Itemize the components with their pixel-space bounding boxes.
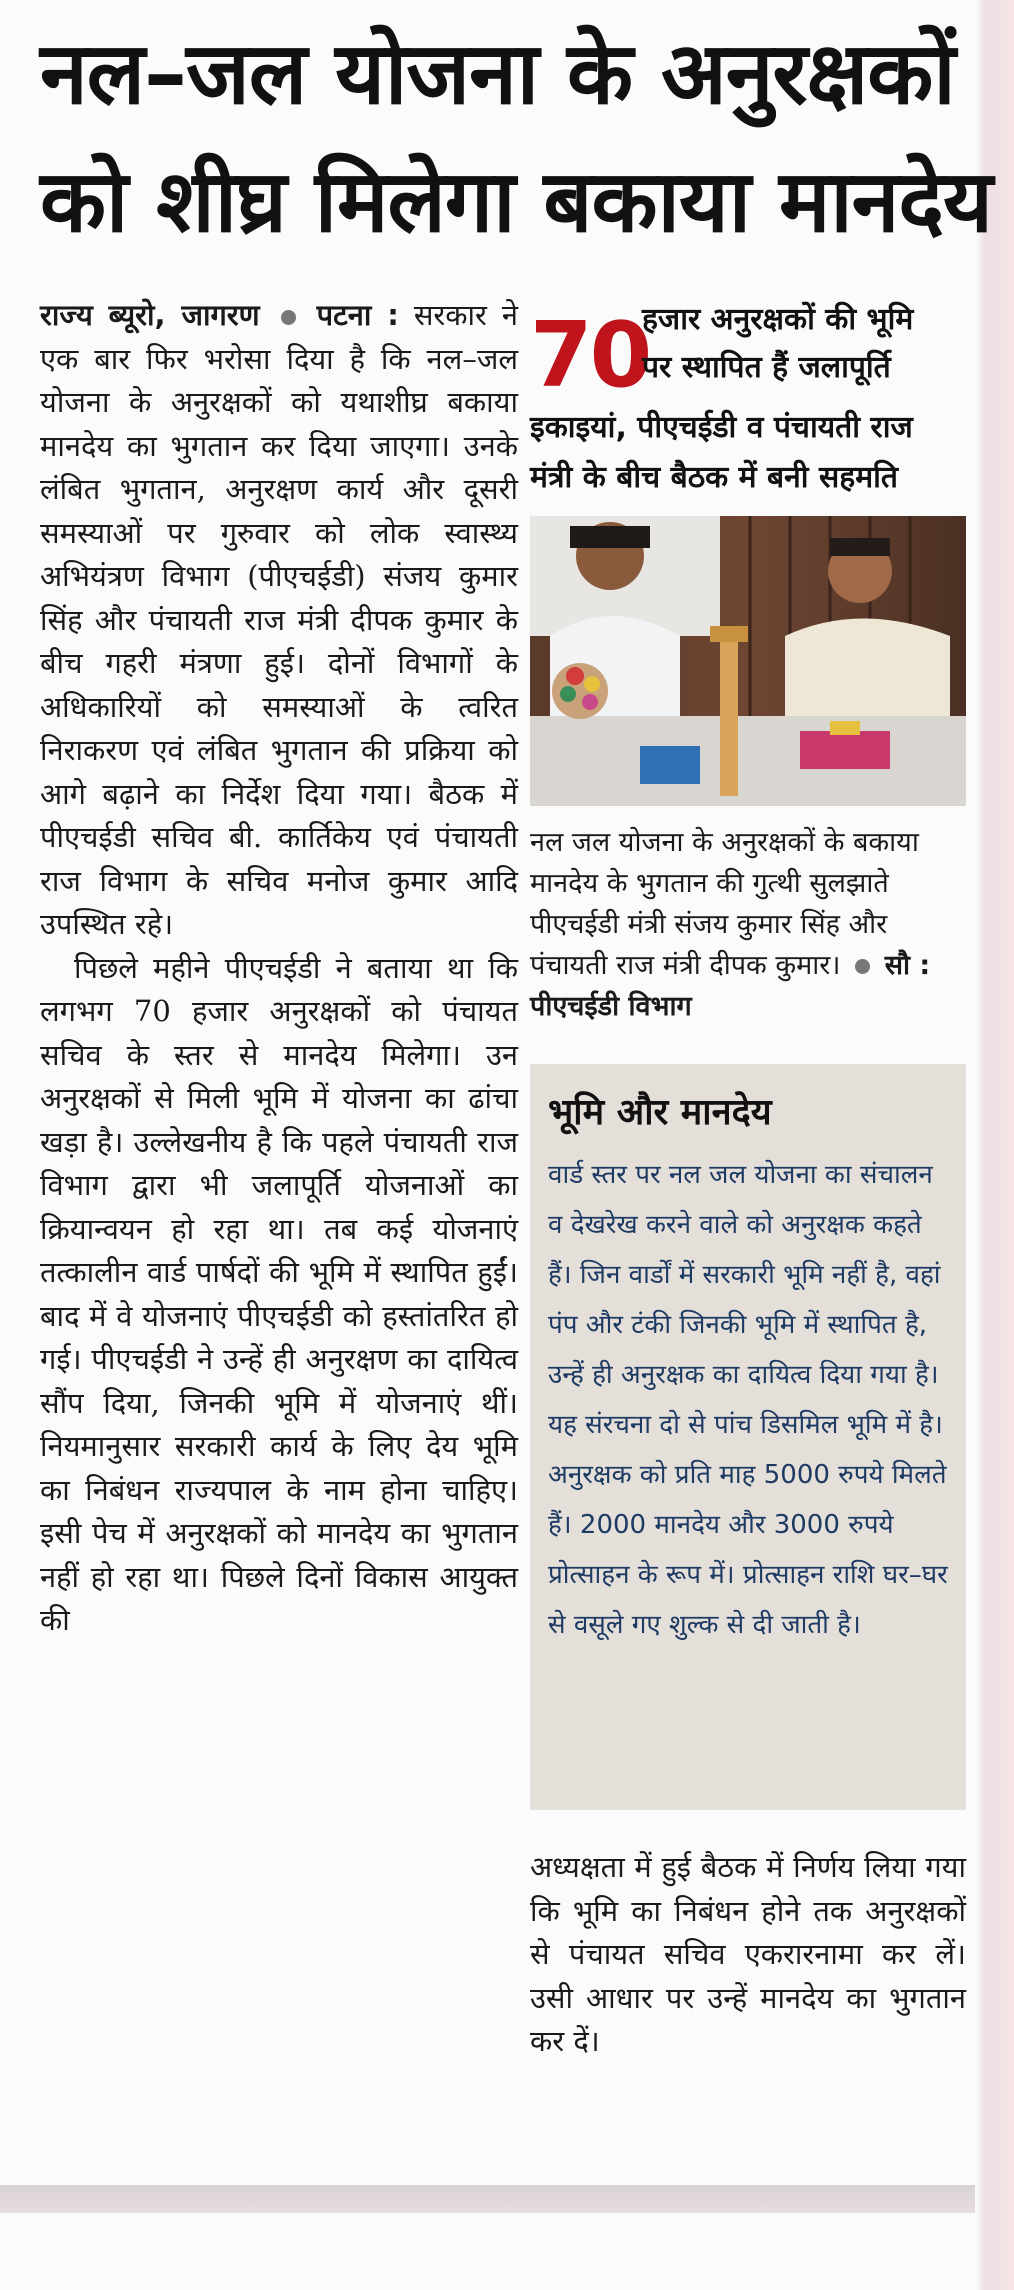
article-paragraph-3: अध्यक्षता में हुई बैठक में निर्णय लिया गया कि भूमि का निबंधन होने तक अनुरक्षकों से पंचायत सचिव एकरारनामा कर लें। उसी आधार पर उन्हें मानदेय का भुगतान कर दें। — [530, 1850, 966, 2058]
dateline-location: पटना : — [316, 298, 399, 332]
highlight-line-4: मंत्री के बीच बैठक में बनी सहमति — [530, 460, 899, 495]
meeting-photo-illustration — [530, 516, 966, 806]
article-paragraph-2: पिछले महीने पीएचईडी ने बताया था कि लगभग 70 हजार अनुरक्षकों को पंचायत सचिव के स्तर से मानदेय मिलेगा। उन अनुरक्षकों से मिली भूमि में योजना का ढांचा खड़ा है। उल्लेखनीय है कि पहले पंचायती राज विभाग द्वारा भी जलापूर्ति योजनाओं का क्रियान्वयन हो रहा था। तब कई योजनाएं तत्कालीन वार्ड पार्षदों की भूमि में स्थापित हुईं। बाद में वे योजनाएं पीएचईडी को हस्तांतरित हो गई। पीएचईडी ने उन्हें ही अनुरक्षण का दायित्व सौंप दिया, जिनकी भूमि में योजनाएं थीं। नियमानुसार सरकारी कार्य के लिए देय भूमि का निबंधन राज्यपाल के नाम होना चाहिए। इसी पेच में अनुरक्षकों को मानदेय का भुगतान नहीं हो रहा था। पिछले दिनों विकास आयुक्त की — [40, 950, 518, 1637]
bullet-icon — [855, 959, 870, 974]
meeting-photo — [530, 516, 966, 806]
sidebar-body: वार्ड स्तर पर नल जल योजना का संचालन व देखरेख करने वाले को अनुरक्षक कहते हैं। जिन वार्डों में सरकारी भूमि नहीं है, वहां पंप और टंकी जिनकी भूमि में स्थापित है, उन्हें ही अनुरक्षक का दायित्व दिया गया है। यह संरचना दो से पांच डिसमिल भूमि में है। अनुरक्षक को प्रति माह 5000 रुपये मिलते हैं। 2000 मानदेय और 3000 रुपये प्रोत्साहन के रूप में। प्रोत्साहन राशि घर–घर से वसूले गए शुल्क से दी जाती है। — [548, 1160, 948, 1640]
page-bottom-edge — [0, 2185, 975, 2213]
article-paragraph-1 — [40, 294, 518, 947]
article-right-column — [530, 294, 970, 2058]
highlight-line-3: इकाइयां, पीएचईडी व पंचायती राज — [530, 410, 913, 445]
bullet-icon — [281, 310, 296, 325]
sidebar-title: भूमि और मानदेय — [548, 1092, 772, 1133]
highlight-box — [530, 294, 970, 510]
highlight-line-2: पर स्थापित हैं जलापूर्ति — [642, 350, 891, 385]
highlight-number: 70 — [530, 303, 650, 408]
headline-line-1: नल–जल योजना के अनुरक्षकों — [40, 24, 955, 124]
sidebar-box — [530, 1064, 966, 1810]
headline-line-2: को शीघ्र मिलेगा बकाया मानदेय — [40, 152, 992, 252]
photo-credit: सौ : पीएचईडी विभाग — [530, 950, 931, 1022]
highlight-line-1: हजार अनुरक्षकों की भूमि — [642, 302, 914, 337]
article-paragraph-1-text: सरकार ने एक बार फिर भरोसा दिया है कि नल–जल योजना के अनुरक्षकों को यथाशीघ्र बकाया मानदेय का भुगतान कर दिया जाएगा। उनके लंबित भुगतान, अनुरक्षण कार्य और दूसरी समस्याओं पर गुरुवार को लोक स्वास्थ्य अभियंत्रण विभाग (पीएचईडी) संजय कुमार सिंह और पंचायती राज मंत्री दीपक कुमार के बीच गहरी मंत्रणा हुई। दोनों विभागों के अधिकारियों को समस्याओं के त्वरित निराकरण एवं लंबित भुगतान की प्रक्रिया को आगे बढ़ाने का निर्देश दिया गया। बैठक में पीएचईडी सचिव बी. कार्तिकेय एवं पंचायती राज विभाग के सचिव मनोज कुमार आदि उपस्थित रहे। — [40, 298, 519, 941]
photo-caption-text: नल जल योजना के अनुरक्षकों के बकाया मानदेय के भुगतान की गुत्थी सुलझाते पीएचईडी मंत्री संजय कुमार सिंह और पंचायती राज मंत्री दीपक कुमार। — [530, 827, 919, 981]
dateline: राज्य ब्यूरो, जागरण — [40, 298, 260, 332]
photo-caption — [530, 822, 966, 1027]
article-left-column — [40, 294, 518, 1643]
